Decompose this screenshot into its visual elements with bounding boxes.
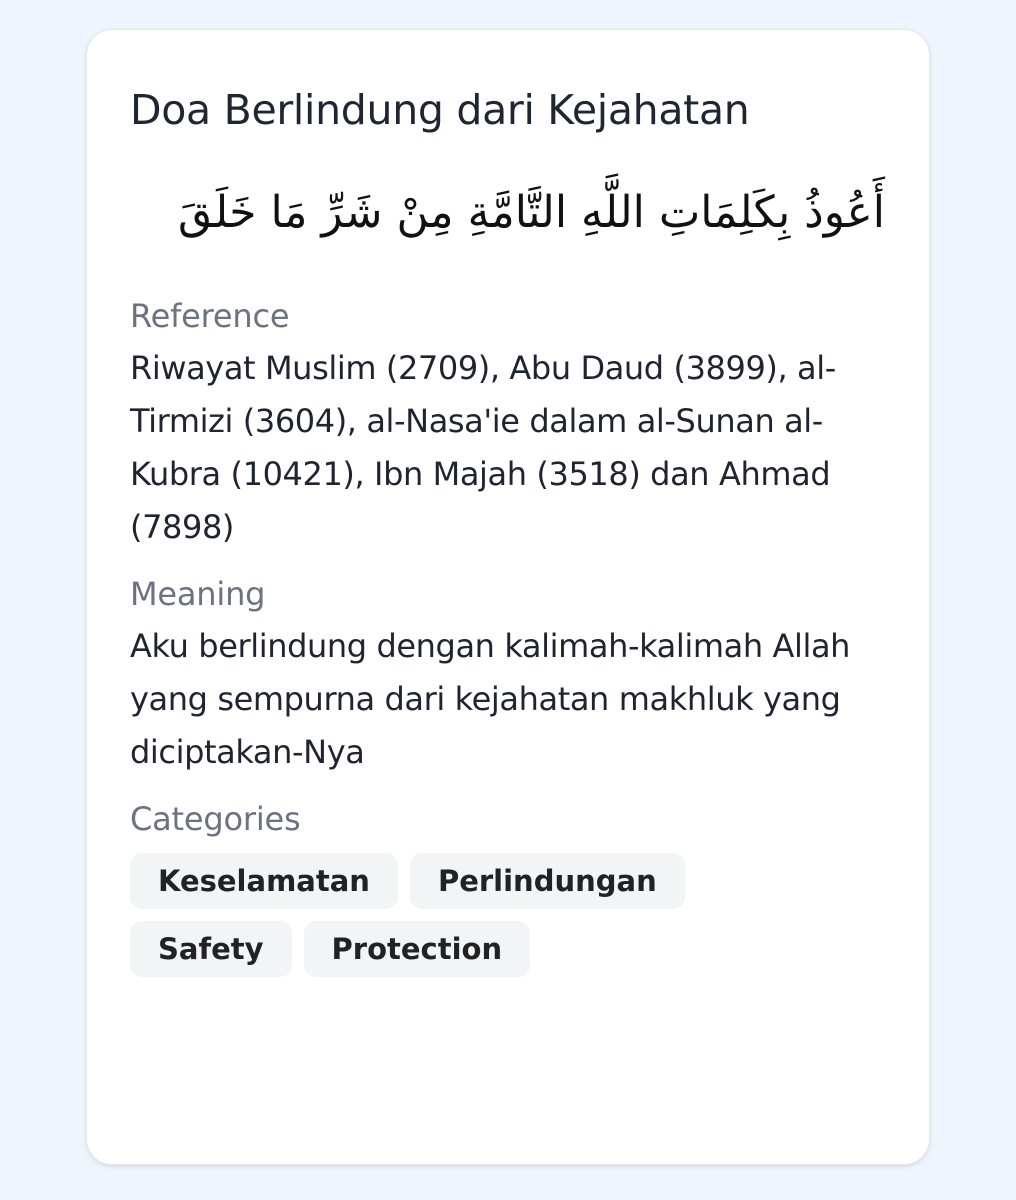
category-chips — [130, 853, 850, 977]
categories-label: Categories — [130, 800, 301, 838]
category-chip-protection[interactable]: Protection — [304, 921, 531, 977]
category-chip-keselamatan[interactable]: Keselamatan — [130, 853, 398, 909]
category-chip-perlindungan[interactable]: Perlindungan — [410, 853, 685, 909]
dua-card — [86, 29, 930, 1165]
meaning-text: Aku berlindung dengan kalimah-kalimah Allah yang sempurna dari kejahatan makhluk yang diciptakan-Nya — [130, 627, 851, 771]
dua-title: Doa Berlindung dari Kejahatan — [130, 86, 750, 134]
category-chip-safety[interactable]: Safety — [130, 921, 292, 977]
meaning-label: Meaning — [130, 575, 266, 613]
arabic-text: أَعُوذُ بِكَلِمَاتِ اللَّهِ التَّامَّةِ مِنْ شَرِّ مَا خَلَقَ — [178, 187, 885, 238]
reference-label: Reference — [130, 297, 290, 335]
reference-text: Riwayat Muslim (2709), Abu Daud (3899), al-Tirmizi (3604), al-Nasa'ie dalam al-Sunan al-Kubra (10421), Ibn Majah (3518) dan Ahmad (7898) — [130, 349, 836, 546]
